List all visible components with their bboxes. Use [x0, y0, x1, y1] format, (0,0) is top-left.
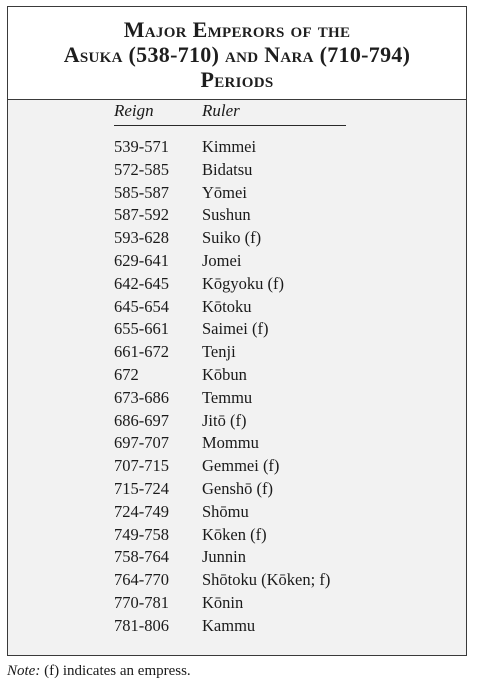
- reign-cell: 758-764: [114, 547, 169, 567]
- ruler-cell: Kōtoku: [202, 296, 252, 316]
- reign-cell: 673-686: [114, 387, 169, 407]
- ruler-cell: Yōmei: [202, 182, 247, 202]
- title-line-2: Asuka (538-710) and Nara (710-794): [63, 42, 411, 67]
- ruler-cell: Sushun: [202, 205, 251, 225]
- reign-cell: 655-661: [114, 319, 169, 339]
- reign-cell: 715-724: [114, 478, 169, 498]
- title-block: [8, 7, 466, 100]
- ruler-cell: Tenji: [202, 342, 236, 362]
- ruler-cell: Kōken (f): [202, 524, 267, 544]
- reign-cell: 781-806: [114, 615, 169, 635]
- footnote-text: (f) indicates an empress.: [44, 663, 191, 679]
- ruler-cell: Jitō (f): [202, 410, 247, 430]
- reign-cell: 587-592: [114, 205, 169, 225]
- table-row: [114, 501, 346, 524]
- reign-cell: 539-571: [114, 137, 169, 156]
- table-row: [114, 364, 346, 387]
- table-row: [114, 387, 346, 410]
- ruler-cell: Shōtoku (Kōken; f): [202, 570, 331, 590]
- reign-cell: 686-697: [114, 410, 169, 430]
- emperors-table: [114, 99, 346, 638]
- ruler-cell: Temmu: [202, 387, 253, 407]
- table-row: [114, 569, 346, 592]
- footnote: [7, 661, 191, 681]
- table-row: [114, 296, 346, 319]
- table-row: [114, 410, 346, 433]
- table-row: [114, 204, 346, 227]
- reign-cell: 629-641: [114, 250, 169, 270]
- reign-cell: 572-585: [114, 159, 169, 179]
- table-row: [114, 546, 346, 569]
- ruler-cell: Bidatsu: [202, 159, 253, 179]
- ruler-cell: Kimmei: [202, 137, 257, 156]
- ruler-cell: Mommu: [202, 433, 259, 453]
- table-body: [114, 136, 346, 638]
- title-line-3: Periods: [200, 67, 274, 92]
- ruler-cell: Kōgyoku (f): [202, 273, 285, 293]
- ruler-cell: Saimei (f): [202, 319, 269, 339]
- table-row: [114, 432, 346, 455]
- ruler-cell: Jomei: [202, 250, 242, 270]
- ruler-cell: Gemmei (f): [202, 456, 280, 476]
- table-row: [114, 227, 346, 250]
- ruler-cell: Genshō (f): [202, 478, 274, 498]
- table-row: [114, 615, 346, 638]
- table-header: [114, 99, 346, 126]
- ruler-cell: Shōmu: [202, 501, 249, 521]
- table-row: [114, 478, 346, 501]
- table-row: [114, 159, 346, 182]
- table-row: [114, 524, 346, 547]
- ruler-cell: Kōbun: [202, 364, 247, 384]
- reign-cell: 661-672: [114, 342, 169, 362]
- footnote-label: Note:: [7, 663, 41, 679]
- table-row: [114, 136, 346, 159]
- reign-cell: 707-715: [114, 456, 169, 476]
- reign-cell: 593-628: [114, 228, 169, 248]
- table-row: [114, 318, 346, 341]
- reign-cell: 642-645: [114, 273, 169, 293]
- reign-cell: 697-707: [114, 433, 169, 453]
- ruler-cell: Suiko (f): [202, 228, 262, 248]
- title-line-1: Major Emperors of the: [123, 17, 351, 42]
- table-row: [114, 250, 346, 273]
- reign-cell: 585-587: [114, 182, 169, 202]
- reign-cell: 764-770: [114, 570, 169, 590]
- reign-cell: 724-749: [114, 501, 169, 521]
- ruler-cell: Kammu: [202, 615, 256, 635]
- table-row: [114, 182, 346, 205]
- reign-cell: 749-758: [114, 524, 169, 544]
- table-row: [114, 273, 346, 296]
- table-row: [114, 592, 346, 615]
- table-row: [114, 341, 346, 364]
- reign-cell: 672: [114, 364, 139, 384]
- header-reign: Reign: [114, 101, 154, 120]
- header-ruler: Ruler: [202, 101, 240, 120]
- ruler-cell: Kōnin: [202, 592, 244, 612]
- reign-cell: 770-781: [114, 592, 169, 612]
- table-row: [114, 455, 346, 478]
- ruler-cell: Junnin: [202, 547, 247, 567]
- reign-cell: 645-654: [114, 296, 169, 316]
